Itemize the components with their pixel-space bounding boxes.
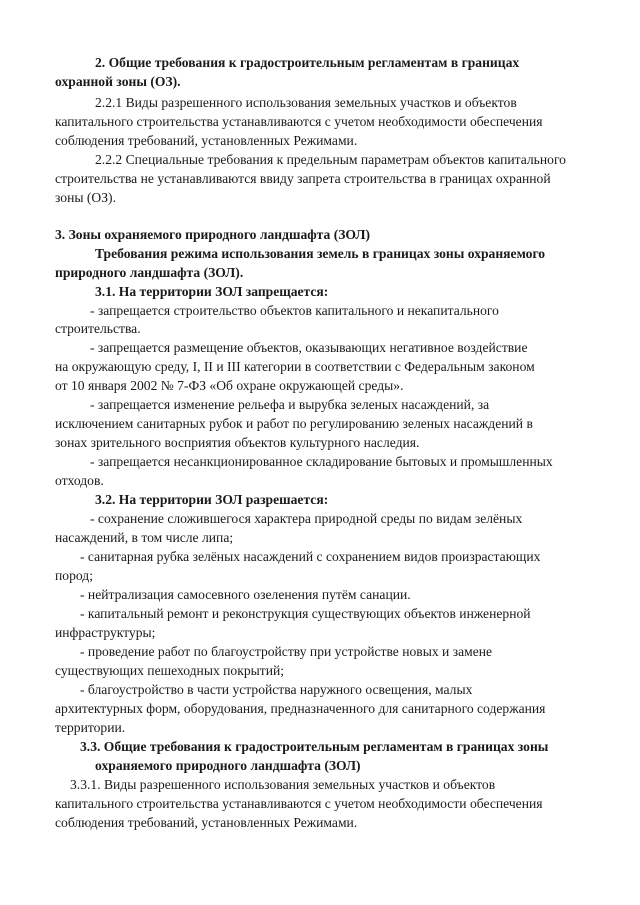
section-3-heading: 3. Зоны охраняемого природного ландшафта (ЗОЛ) bbox=[55, 227, 370, 242]
list-item-cont: исключением санитарных рубок и работ по регулированию зеленых насаждений в bbox=[55, 416, 533, 431]
subsection-3-3-heading: 3.3. Общие требования к градостроительным регламентам в границах зоны bbox=[80, 739, 549, 754]
list-item-cont: территории. bbox=[55, 720, 126, 735]
list-item: - нейтрализация самосевного озеленения путём санации. bbox=[80, 587, 411, 602]
subsection-3-2-heading: 3.2. На территории ЗОЛ разрешается: bbox=[95, 492, 329, 507]
section-2-heading-cont: охранной зоны (ОЗ). bbox=[55, 74, 181, 89]
section-2-heading: 2. Общие требования к градостроительным регламентам в границах bbox=[95, 55, 520, 70]
subsection-3-3-heading-cont: охраняемого природного ландшафта (ЗОЛ) bbox=[95, 758, 361, 773]
paragraph-line: строительства не устанавливаются ввиду запрета строительства в границах охранной bbox=[55, 171, 551, 186]
list-item-cont: существующих пешеходных покрытий; bbox=[55, 663, 285, 678]
list-item-cont: на окружающую среду, I, II и III категории в соответствии с Федеральным законом bbox=[55, 359, 535, 374]
list-item: - благоустройство в части устройства наружного освещения, малых bbox=[80, 682, 473, 697]
list-item: - запрещается изменение рельефа и вырубка зеленых насаждений, за bbox=[90, 397, 490, 412]
list-item-cont: отходов. bbox=[55, 473, 104, 488]
list-item-cont: строительства. bbox=[55, 321, 141, 336]
paragraph-line: капитального строительства устанавливаются с учетом необходимости обеспечения bbox=[55, 796, 543, 811]
paragraph-line: соблюдения требований, установленных Режимами. bbox=[55, 133, 358, 148]
paragraph-2-2-2: 2.2.2 Специальные требования к предельным параметрам объектов капитального bbox=[95, 152, 566, 167]
list-item-cont: насаждений, в том числе липа; bbox=[55, 530, 234, 545]
list-item: - сохранение сложившегося характера природной среды по видам зелёных bbox=[90, 511, 523, 526]
section-3-requirements-heading-cont: природного ландшафта (ЗОЛ). bbox=[55, 265, 244, 280]
list-item: - запрещается несанкционированное складирование бытовых и промышленных bbox=[90, 454, 553, 469]
list-item-cont: архитектурных форм, оборудования, предназначенного для санитарного содержания bbox=[55, 701, 546, 716]
list-item: - капитальный ремонт и реконструкция существующих объектов инженерной bbox=[80, 606, 531, 621]
list-item-cont: от 10 января 2002 № 7-ФЗ «Об охране окружающей среды». bbox=[55, 378, 404, 393]
subsection-3-1-heading: 3.1. На территории ЗОЛ запрещается: bbox=[95, 284, 329, 299]
paragraph-line: капитального строительства устанавливаются с учетом необходимости обеспечения bbox=[55, 114, 543, 129]
paragraph-2-2-1: 2.2.1 Виды разрешенного использования земельных участков и объектов bbox=[95, 95, 517, 110]
list-item: - запрещается размещение объектов, оказывающих негативное воздействие bbox=[90, 340, 528, 355]
section-3-requirements-heading: Требования режима использования земель в границах зоны охраняемого bbox=[95, 246, 546, 261]
list-item: - санитарная рубка зелёных насаждений с сохранением видов произрастающих bbox=[80, 549, 541, 564]
list-item-cont: пород; bbox=[55, 568, 93, 583]
list-item-cont: инфраструктуры; bbox=[55, 625, 156, 640]
list-item-cont: зонах зрительного восприятия объектов культурного наследия. bbox=[55, 435, 420, 450]
paragraph-line: соблюдения требований, установленных Режимами. bbox=[55, 815, 358, 830]
list-item: - запрещается строительство объектов капитального и некапитального bbox=[90, 303, 499, 318]
paragraph-line: зоны (ОЗ). bbox=[55, 190, 116, 205]
list-item: - проведение работ по благоустройству при устройстве новых и замене bbox=[80, 644, 493, 659]
paragraph-3-3-1: 3.3.1. Виды разрешенного использования земельных участков и объектов bbox=[70, 777, 496, 792]
